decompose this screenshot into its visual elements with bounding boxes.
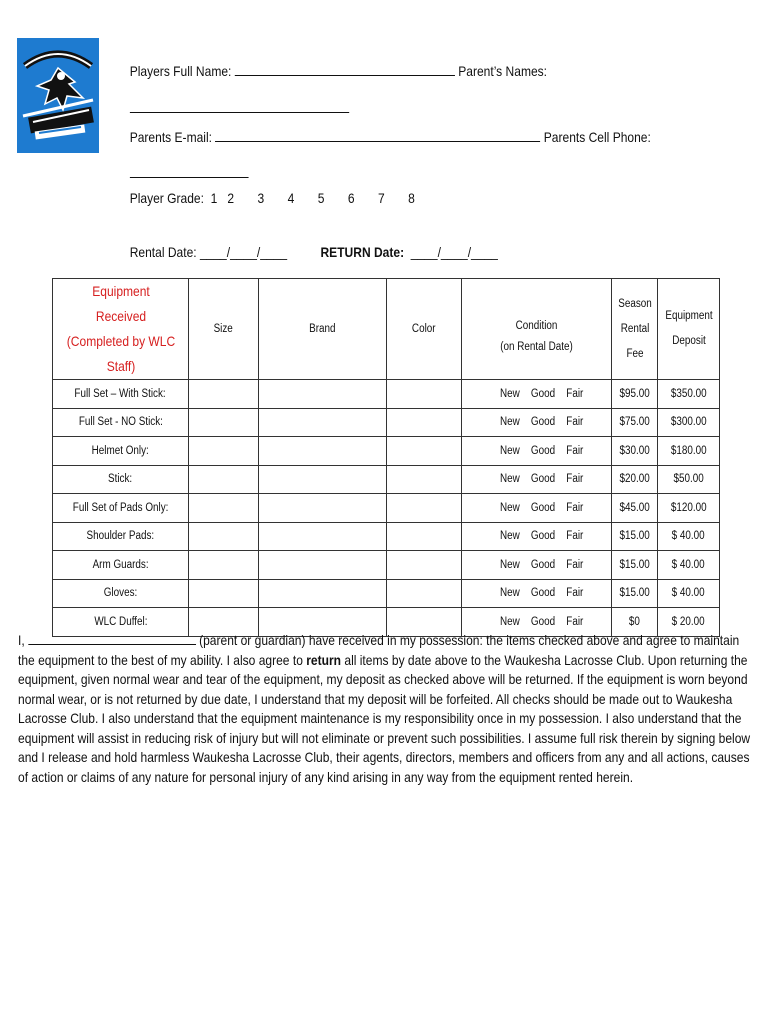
color-cell[interactable] xyxy=(387,380,462,409)
condition-option[interactable]: New xyxy=(499,530,520,543)
rental-date-label: Rental Date: xyxy=(129,244,197,260)
season-fee-cell: $15.00 xyxy=(612,579,658,608)
deposit-cell: $300.00 xyxy=(658,408,720,437)
season-fee-cell: $30.00 xyxy=(612,437,658,466)
condition-cell xyxy=(462,551,612,580)
size-cell[interactable] xyxy=(189,437,259,466)
grade-label: Player Grade: xyxy=(129,190,204,206)
season-fee-cell: $15.00 xyxy=(612,522,658,551)
header-equipment: Equipment Received (Completed by WLC Staff) xyxy=(53,279,189,380)
condition-option[interactable]: New xyxy=(499,587,520,600)
return-date-label: RETURN Date: xyxy=(320,244,405,260)
condition-option[interactable]: Fair xyxy=(566,615,584,628)
table-row xyxy=(53,551,720,580)
player-name-label: Players Full Name: xyxy=(129,63,232,79)
condition-option[interactable]: Good xyxy=(530,444,556,457)
header-condition: Condition (on Rental Date) xyxy=(462,279,612,380)
brand-cell[interactable] xyxy=(259,437,387,466)
player-name-line xyxy=(123,45,547,79)
size-cell[interactable] xyxy=(189,465,259,494)
condition-option[interactable]: New xyxy=(499,416,520,429)
brand-cell[interactable] xyxy=(259,579,387,608)
nighthawk-logo-icon xyxy=(17,38,99,153)
equipment-table xyxy=(52,278,720,637)
deposit-cell: $180.00 xyxy=(658,437,720,466)
grade-option[interactable]: 4 xyxy=(287,190,295,206)
equipment-item: Full Set - NO Stick: xyxy=(53,408,189,437)
table-header-row xyxy=(53,279,720,380)
season-fee-cell: $20.00 xyxy=(612,465,658,494)
color-cell[interactable] xyxy=(387,494,462,523)
grade-option[interactable]: 6 xyxy=(347,190,355,206)
deposit-cell: $ 40.00 xyxy=(658,551,720,580)
table-row xyxy=(53,437,720,466)
deposit-cell: $350.00 xyxy=(658,380,720,409)
color-cell[interactable] xyxy=(387,551,462,580)
season-fee-cell: $15.00 xyxy=(612,551,658,580)
condition-option[interactable]: Good xyxy=(530,530,556,543)
condition-option[interactable]: New xyxy=(499,387,520,400)
agreement-bold-word: return xyxy=(306,651,342,668)
condition-option[interactable]: Fair xyxy=(566,444,584,457)
table-row xyxy=(53,465,720,494)
header-color: Color xyxy=(387,279,462,380)
agreement-prefix: I, xyxy=(18,632,25,648)
size-cell[interactable] xyxy=(189,522,259,551)
brand-cell[interactable] xyxy=(259,408,387,437)
agreement-text-2: all items by date above to the Waukesha Lacrosse Club. Upon returning the equipment, given normal wear and tear of the equipment, my deposit as checked above will be returned. If the equipment is worn beyond normal wear, or is not returned by due date, I understand that my deposit will be forfeited. All checks should be made out to Waukesha Lacrosse Club. I also understand that the equipment maintenance is my responsibility once in my possession. I also understand that the equipment will assist in reducing risk of injury but will not eliminate or prevent such possibilities. I assume full risk therein by signing below and I release and hold harmless Waukesha Lacrosse Club, their agents, directors, members and officers from any and all actions, causes of action or claims of any nature for personal injury of any kind arising in any way from the equipment rented herein. xyxy=(18,651,751,785)
table-row xyxy=(53,494,720,523)
brand-cell[interactable] xyxy=(259,551,387,580)
grade-option[interactable]: 1 xyxy=(210,190,218,206)
size-cell[interactable] xyxy=(189,551,259,580)
season-fee-cell: $95.00 xyxy=(612,380,658,409)
condition-cell xyxy=(462,408,612,437)
condition-cell xyxy=(462,437,612,466)
condition-option[interactable]: Good xyxy=(530,501,556,514)
condition-option[interactable]: Fair xyxy=(566,501,584,514)
table-row xyxy=(53,380,720,409)
equipment-item: Full Set of Pads Only: xyxy=(53,494,189,523)
condition-cell xyxy=(462,465,612,494)
grade-option[interactable]: 2 xyxy=(227,190,235,206)
condition-cell xyxy=(462,579,612,608)
condition-option[interactable]: New xyxy=(499,501,520,514)
grade-option[interactable]: 3 xyxy=(257,190,265,206)
equipment-item: Full Set – With Stick: xyxy=(53,380,189,409)
table-row xyxy=(53,579,720,608)
condition-option[interactable]: Fair xyxy=(566,416,584,429)
agreement-text-1: (parent or guardian) have received in my possession: the items checked above and agree to maintain the equipment to the best of my ability. I also agree to xyxy=(18,632,740,668)
condition-cell xyxy=(462,380,612,409)
brand-cell[interactable] xyxy=(259,465,387,494)
size-cell[interactable] xyxy=(189,408,259,437)
agreement-paragraph xyxy=(18,630,753,787)
grade-option[interactable]: 5 xyxy=(317,190,325,206)
size-cell[interactable] xyxy=(189,579,259,608)
parent-names-label: Parent’s Names: xyxy=(458,63,548,79)
email-line xyxy=(123,111,651,145)
season-fee-cell: $0 xyxy=(612,608,658,637)
condition-option[interactable]: New xyxy=(499,473,520,486)
condition-option[interactable]: Fair xyxy=(566,473,584,486)
equipment-item: Stick: xyxy=(53,465,189,494)
equipment-item: Helmet Only: xyxy=(53,437,189,466)
equipment-item: WLC Duffel: xyxy=(53,608,189,637)
grade-line xyxy=(123,174,415,206)
rental-date-field[interactable]: ____/____/____ xyxy=(199,244,288,260)
brand-cell[interactable] xyxy=(259,494,387,523)
header-season-fee: Season Rental Fee xyxy=(612,279,658,380)
condition-option[interactable]: Fair xyxy=(566,587,584,600)
season-fee-cell: $75.00 xyxy=(612,408,658,437)
deposit-cell: $ 40.00 xyxy=(658,522,720,551)
color-cell[interactable] xyxy=(387,437,462,466)
equipment-item: Shoulder Pads: xyxy=(53,522,189,551)
condition-option[interactable]: Good xyxy=(530,387,556,400)
email-label: Parents E-mail: xyxy=(129,129,212,145)
header-size: Size xyxy=(189,279,259,380)
brand-cell[interactable] xyxy=(259,380,387,409)
player-name-field[interactable] xyxy=(235,61,455,76)
header-deposit: Equipment Deposit xyxy=(658,279,720,380)
color-cell[interactable] xyxy=(387,522,462,551)
condition-option[interactable]: Fair xyxy=(566,558,584,571)
color-cell[interactable] xyxy=(387,579,462,608)
condition-cell xyxy=(462,522,612,551)
dates-line xyxy=(123,228,498,260)
condition-option[interactable]: Good xyxy=(530,558,556,571)
grade-option[interactable]: 8 xyxy=(408,190,415,206)
header-brand: Brand xyxy=(259,279,387,380)
condition-option[interactable]: New xyxy=(499,444,520,457)
equipment-item: Gloves: xyxy=(53,579,189,608)
color-cell[interactable] xyxy=(387,465,462,494)
return-date-field[interactable]: ____/____/____ xyxy=(410,244,498,260)
guardian-name-field[interactable] xyxy=(28,630,196,645)
club-logo xyxy=(17,38,99,153)
table-row xyxy=(53,522,720,551)
condition-option[interactable]: Good xyxy=(530,587,556,600)
condition-option[interactable]: Good xyxy=(530,473,556,486)
size-cell[interactable] xyxy=(189,380,259,409)
deposit-cell: $ 20.00 xyxy=(658,608,720,637)
size-cell[interactable] xyxy=(189,494,259,523)
condition-option[interactable]: New xyxy=(499,558,520,571)
deposit-cell: $50.00 xyxy=(658,465,720,494)
deposit-cell: $ 40.00 xyxy=(658,579,720,608)
deposit-cell: $120.00 xyxy=(658,494,720,523)
season-fee-cell: $45.00 xyxy=(612,494,658,523)
condition-option[interactable]: New xyxy=(499,615,520,628)
condition-option[interactable]: Good xyxy=(530,615,556,628)
grade-option[interactable]: 7 xyxy=(378,190,385,206)
condition-option[interactable]: Good xyxy=(530,416,556,429)
brand-cell[interactable] xyxy=(259,522,387,551)
condition-cell xyxy=(462,494,612,523)
equipment-item: Arm Guards: xyxy=(53,551,189,580)
condition-option[interactable]: Fair xyxy=(566,530,584,543)
condition-option[interactable]: Fair xyxy=(566,387,584,400)
cell-label: Parents Cell Phone: xyxy=(543,129,651,145)
color-cell[interactable] xyxy=(387,408,462,437)
table-row xyxy=(53,408,720,437)
email-field[interactable] xyxy=(215,127,540,142)
